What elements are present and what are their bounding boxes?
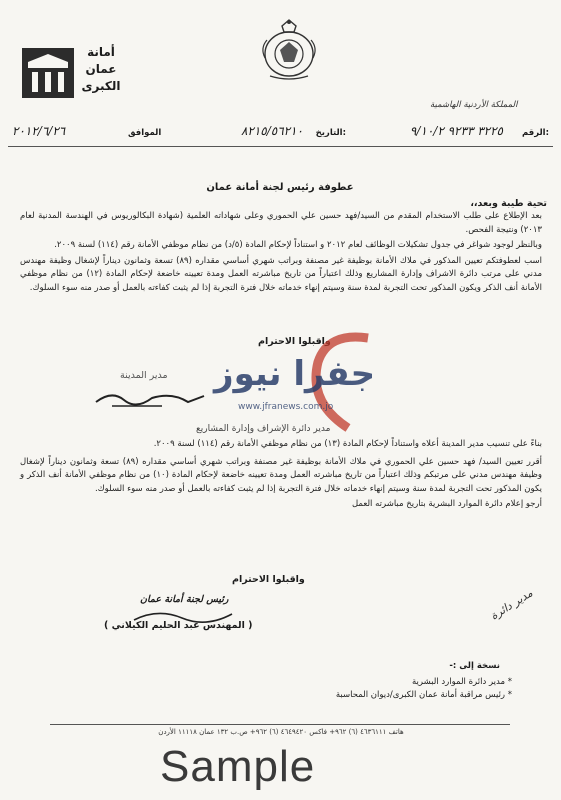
- news-watermark: [208, 332, 398, 444]
- reference-line: [0, 124, 561, 144]
- amana-logo: [18, 42, 126, 104]
- copies-list: [110, 676, 512, 702]
- crown-crest-icon: [258, 18, 320, 82]
- sample-stamp: Sample: [160, 742, 316, 791]
- jordan-crest: [258, 18, 320, 82]
- org-name: [76, 44, 126, 95]
- greeting: تحية طيبة وبعد،،: [470, 198, 547, 209]
- signature-icon: [92, 386, 212, 412]
- org-name-line: الكبرى: [81, 79, 121, 93]
- letter-title: عطوفة رئيس لجنة أمانة عمان: [206, 182, 354, 193]
- copies-block: [300, 660, 500, 673]
- kingdom-text: المملكة الأردنية الهاشمية: [430, 100, 518, 110]
- ref-label: الرقم:: [521, 128, 549, 138]
- chair-name: ( المهندس عبد الحليم الكيلاني ): [104, 620, 253, 631]
- paragraph: أقرر تعيين السيد/ فهد حسين علي الحموري في ملاك الأمانة بوظيفة غير مصنفة وبراتب شهري أساسي مقداره (٨٩) تسعة وثمانون ديناراً لإشغال وظيفة مهندس مدني على مرتبكم وذلك اعتباراً من تاريخ مباشرته العمل ومدة تعيينه خاضعة لإحكام المادة (١٠) من نظام موظفي الأمانة أنف الذكر و يكون المذكور تحت التجربة لمدة سنة وسيتم إنهاء خدماته خلال فترة التجربة إذا لم يثبت كفاءته بالعمل أو صدر منه سوء السلوك.: [20, 456, 543, 494]
- agreed-label: الموافق: [128, 128, 162, 138]
- paragraph: بناءً على تنسيب مدير المدينة أعلاه واستناداً لإحكام المادة (١٣) من نظام موظفي الأمانة رقم (١١٤) لسنة ٢٠٠٩.: [153, 439, 542, 449]
- copies-label: نسخة إلى :-: [449, 661, 500, 671]
- footer-contact: هاتف ٤٦٣٦١١١ (٦) ٩٦٢+ فاكس ٤٦٤٩٤٢٠ (٦) ٩٦٢+ ص.ب ١٣٢ عمان ١١١١٨ الأردن: [158, 728, 404, 736]
- paragraph: اسب لعطوفتكم تعيين المذكور في ملاك الأمانة بوظيفة غير مصنفة وبراتب شهري أساسي مقداره (٨٩) تسعة وثمانون ديناراً لإشغال وظيفة مهندس مدني على مرتب دائرة الاشراف وإدارة المشاريع وذلك اعتباراً من تاريخ مباشرته العمل ومدة تعيينه خاضعة لإحكام المادة (١٢) من نظام موظفي الأمانة أنف الذكر ويكون المذكور تحت التجربة لمدة سنة وسيتم إنهاء خدماته خلال فترة التجربة إذا لم يثبت كفاءته بالعمل أو صدر منه سوء السلوك.: [20, 255, 542, 293]
- date-value: ٨٢١٥/٥٦٢١٠: [240, 124, 303, 138]
- agreed-value: ٢٠١٢/٦/٢٦: [12, 124, 66, 138]
- supervision-manager: مدير دائرة الإشراف وإدارة المشاريع: [196, 424, 331, 434]
- amana-emblem-icon: [18, 42, 78, 104]
- chair-title: رئيس لجنة أمانة عمان: [140, 594, 229, 605]
- copy-recipient: * رئيس مراقبة أمانة عمان الكبرى/ديوان المحاسبة: [335, 690, 512, 700]
- handwritten-note: مدير دائرة: [488, 586, 536, 623]
- paragraph: أرجو إعلام دائرة الموارد البشرية بتاريخ مباشرته العمل: [352, 499, 542, 510]
- closing-respect: واقبلوا الاحترام: [258, 336, 331, 347]
- closing-respect-2: واقبلوا الاحترام: [232, 574, 305, 585]
- ref-value: ٣٢٢٥ ٩٢٣٣ ٩/١٠/٢: [409, 124, 503, 138]
- org-name-line: أمانة: [87, 45, 115, 59]
- watermark-url: www.jfranews.com.jo: [238, 402, 334, 412]
- letter-body-lower: [20, 438, 542, 512]
- city-manager-title: مدير المدينة: [120, 370, 168, 381]
- footer-divider: [50, 724, 510, 725]
- copy-recipient: * مدير دائرة الموارد البشرية: [411, 677, 512, 687]
- date-label: التاريخ:: [315, 128, 346, 138]
- paragraph: بعد الإطلاع على طلب الاستخدام المقدم من السيد/فهد حسين علي الحموري وعلى شهاداته العلمية (شهادة البكالوريوس في الهندسة المدنية لعام ٢٠١٣) ونتيجة الفحص.: [20, 211, 542, 235]
- header-divider: [8, 146, 553, 147]
- watermark-title: جفرا نيوز: [214, 354, 376, 394]
- paragraph: وبالنظر لوجود شواغر في جدول تشكيلات الوظائف لعام ٢٠١٢ و استناداً لإحكام المادة (٥/د) من نظام موظفي الأمانة رقم (١١٤) لسنة ٢٠٠٩.: [54, 240, 542, 251]
- org-name-line: عمان: [85, 62, 117, 76]
- letter-body-upper: [20, 210, 542, 296]
